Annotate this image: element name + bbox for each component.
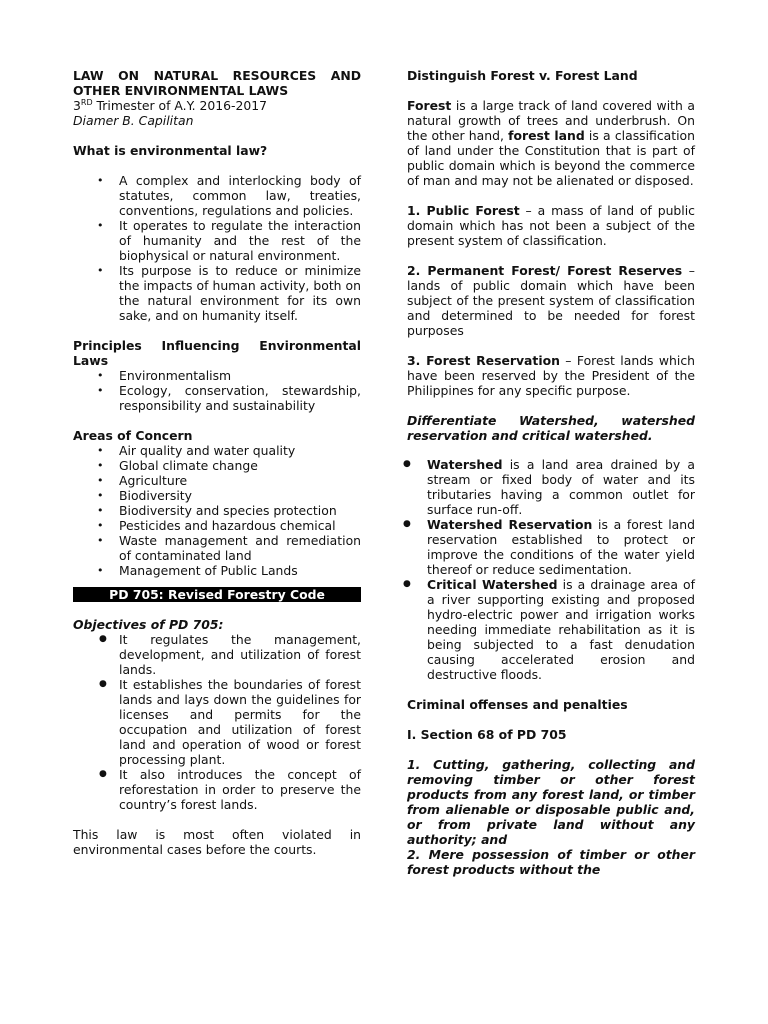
list-item: • Environmentalism (73, 368, 361, 383)
question-heading: What is environmental law? (73, 143, 268, 158)
left-column (73, 68, 361, 857)
watershed-list (407, 457, 695, 682)
areas-heading: Areas of Concern (73, 428, 193, 443)
forest-reservation-definition: 3. Forest Reservation – Forest lands which have been reserved by the President of the Philippines for any specific purpose. (407, 353, 695, 398)
areas-list (73, 443, 361, 578)
trimester-line: 3RD Trimester of A.Y. 2016-2017 (73, 97, 268, 113)
list-item: • Biodiversity and species protection (73, 503, 361, 518)
list-item: • Waste management and remediation of contaminated land (73, 533, 361, 563)
public-forest-definition: 1. Public Forest – a mass of land of public domain which has not been a subject of the present system of classification. (407, 203, 695, 248)
definition-list (73, 173, 361, 323)
principles-list (73, 368, 361, 413)
right-column (407, 68, 695, 877)
distinguish-heading: Distinguish Forest v. Forest Land (407, 68, 638, 83)
list-item: ● It establishes the boundaries of forest lands and lays down the guidelines for licenses and permits for the occupation and utilization of forest land and operation of wood or forest processing plant. (73, 677, 361, 767)
offense-item: 2. Mere possession of timber or other forest products without the (407, 847, 695, 877)
author-name: Diamer B. Capilitan (73, 113, 194, 128)
document-title: LAW ON NATURAL RESOURCES AND OTHER ENVIRONMENTAL LAWS (73, 68, 361, 98)
list-item: • A complex and interlocking body of statutes, common law, treaties, conventions, regulations and policies. (73, 173, 361, 218)
list-item: ● It also introduces the concept of reforestation in order to preserve the country’s forest lands. (73, 767, 361, 812)
criminal-heading: Criminal offenses and penalties (407, 697, 628, 712)
list-item: ● Watershed is a land area drained by a stream or fixed body of water and its tributaries having a common outlet for surface run-off. (407, 457, 695, 517)
section-heading: I. Section 68 of PD 705 (407, 727, 567, 742)
list-item: • Its purpose is to reduce or minimize the impacts of human activity, both on the natural environment for its own sake, and on humanity itself. (73, 263, 361, 323)
list-item: • Global climate change (73, 458, 361, 473)
list-item: ● It regulates the management, development, and utilization of forest lands. (73, 632, 361, 677)
objectives-heading: Objectives of PD 705: (73, 617, 224, 632)
list-item: • Management of Public Lands (73, 563, 361, 578)
section-banner: PD 705: Revised Forestry Code (73, 587, 361, 602)
list-item: • Air quality and water quality (73, 443, 361, 458)
principles-heading: Principles Influencing Environmental Laws (73, 338, 361, 368)
offense-item: 1. Cutting, gathering, collecting and removing timber or other forest products from any forest land, or timber from alienable or disposable public and, or from private land without any authority; and (407, 757, 695, 847)
objectives-list (73, 632, 361, 812)
list-item: • It operates to regulate the interaction of humanity and the rest of the biophysical or natural environment. (73, 218, 361, 263)
forest-definition: Forest is a large track of land covered with a natural growth of trees and underbrush. On the other hand, forest land is a classification of land under the Constitution that is part of public domain which is beyond the commerce of man and may not be alienated or disposed. (407, 98, 695, 188)
permanent-forest-definition: 2. Permanent Forest/ Forest Reserves – lands of public domain which have been subject of the present system of classification and determined to be needed for forest purposes (407, 263, 695, 338)
list-item: • Pesticides and hazardous chemical (73, 518, 361, 533)
list-item: • Ecology, conservation, stewardship, responsibility and sustainability (73, 383, 361, 413)
list-item: ● Critical Watershed is a drainage area of a river supporting existing and proposed hydro-electric power and irrigation works needing immediate rehabilitation as it is being subjected to a fast denudation causing accelerated erosion and destructive floods. (407, 577, 695, 682)
list-item: • Agriculture (73, 473, 361, 488)
watershed-heading: Differentiate Watershed, watershed reservation and critical watershed. (407, 413, 695, 443)
list-item: ● Watershed Reservation is a forest land reservation established to protect or improve the conditions of the water yield thereof or reduce sedimentation. (407, 517, 695, 577)
closing-paragraph: This law is most often violated in environmental cases before the courts. (73, 827, 361, 857)
list-item: • Biodiversity (73, 488, 361, 503)
